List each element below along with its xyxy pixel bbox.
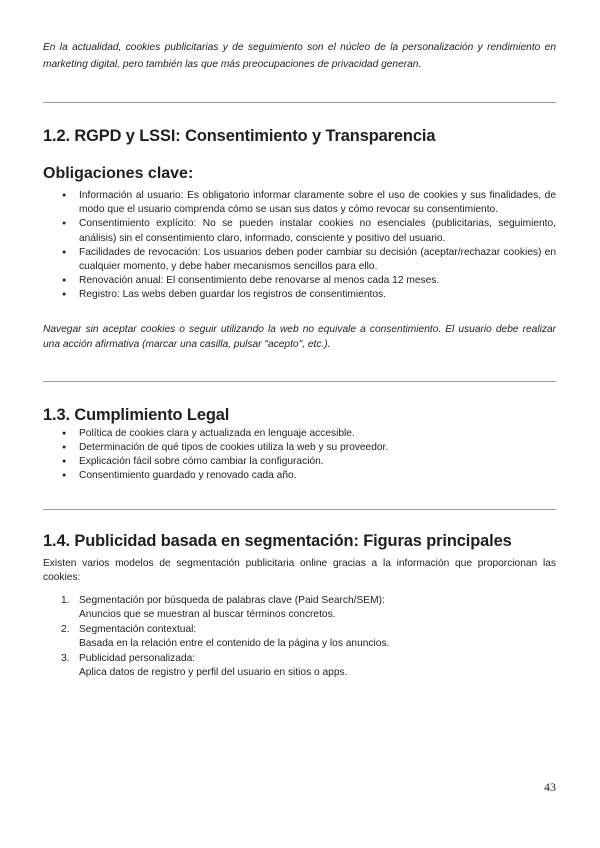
list-item: ● Consentimiento guardado y renovado cada año. xyxy=(43,469,556,483)
list-item xyxy=(43,623,556,652)
list-item: ● Facilidades de revocación: Los usuarios deben poder cambiar su decisión (aceptar/rechazar cookies) en cualquier momento, y debe haber mecanismos sencillos para ello. xyxy=(43,246,556,274)
section-1-2-subtitle: Obligaciones clave: xyxy=(43,165,194,182)
item-title: Segmentación contextual: xyxy=(79,623,197,635)
item-title: Publicidad personalizada: xyxy=(79,652,196,664)
section-1-4-intro: Existen varios modelos de segmentación publicitaria online gracias a la información que proporcionan las cookies: xyxy=(43,557,556,583)
item-description: Basada en la relación entre el contenido de la página y los anuncios. xyxy=(79,638,390,650)
item-description: Anuncios que se muestran al buscar términos concretos. xyxy=(79,609,336,621)
list-item: ● Explicación fácil sobre cómo cambiar la configuración. xyxy=(43,455,556,469)
item-number: 2. xyxy=(61,623,70,635)
item-number: 1. xyxy=(61,595,70,607)
list-item: ● Determinación de qué tipos de cookies utiliza la web y su proveedor. xyxy=(43,441,556,455)
list-item: ● Información al usuario: Es obligatorio informar claramente sobre el uso de cookies y sus finalidades, de modo que el usuario comprenda cómo se usan sus datos y cómo revocar su consentimiento. xyxy=(43,189,556,217)
list-item: ● Renovación anual: El consentimiento debe renovarse al menos cada 12 meses. xyxy=(43,274,556,288)
list-item: ● Consentimiento explícito: No se pueden instalar cookies no esenciales (publicitarias, seguimiento, análisis) sin el consentimiento claro, informado, consciente y positivo del usuario. xyxy=(43,217,556,245)
consent-note: Navegar sin aceptar cookies o seguir utilizando la web no equivale a consentimiento. El usuario debe realizar una acción afirmativa (marcar una casilla, pulsar "acepto", etc.). xyxy=(43,323,556,351)
document-page xyxy=(43,40,556,680)
item-number: 3. xyxy=(61,652,70,664)
section-1-2-title: 1.2. RGPD y LSSI: Consentimiento y Transparencia xyxy=(43,127,436,145)
section-1-4-title: 1.4. Publicidad basada en segmentación: Figuras principales xyxy=(43,531,512,550)
intro-paragraph: En la actualidad, cookies publicitarias y de seguimiento son el núcleo de la personalización y rendimiento en marketing digital, pero también las que más preocupaciones de privacidad generan. xyxy=(43,42,556,70)
segmentation-list xyxy=(43,594,556,680)
list-item xyxy=(43,594,556,623)
list-item: ● Registro: Las webs deben guardar los registros de consentimientos. xyxy=(43,288,556,302)
compliance-list xyxy=(43,427,556,484)
section-divider xyxy=(43,381,556,382)
list-item xyxy=(43,652,556,681)
page-number: 43 xyxy=(544,780,556,794)
list-item: ● Política de cookies clara y actualizada en lenguaje accesible. xyxy=(43,427,556,441)
section-divider xyxy=(43,509,556,510)
item-title: Segmentación por búsqueda de palabras clave (Paid Search/SEM): xyxy=(79,595,385,607)
section-1-3-title: 1.3. Cumplimiento Legal xyxy=(43,405,230,424)
obligations-list xyxy=(43,189,556,303)
item-description: Aplica datos de registro y perfil del usuario en sitios o apps. xyxy=(79,667,348,679)
section-divider xyxy=(43,102,556,103)
